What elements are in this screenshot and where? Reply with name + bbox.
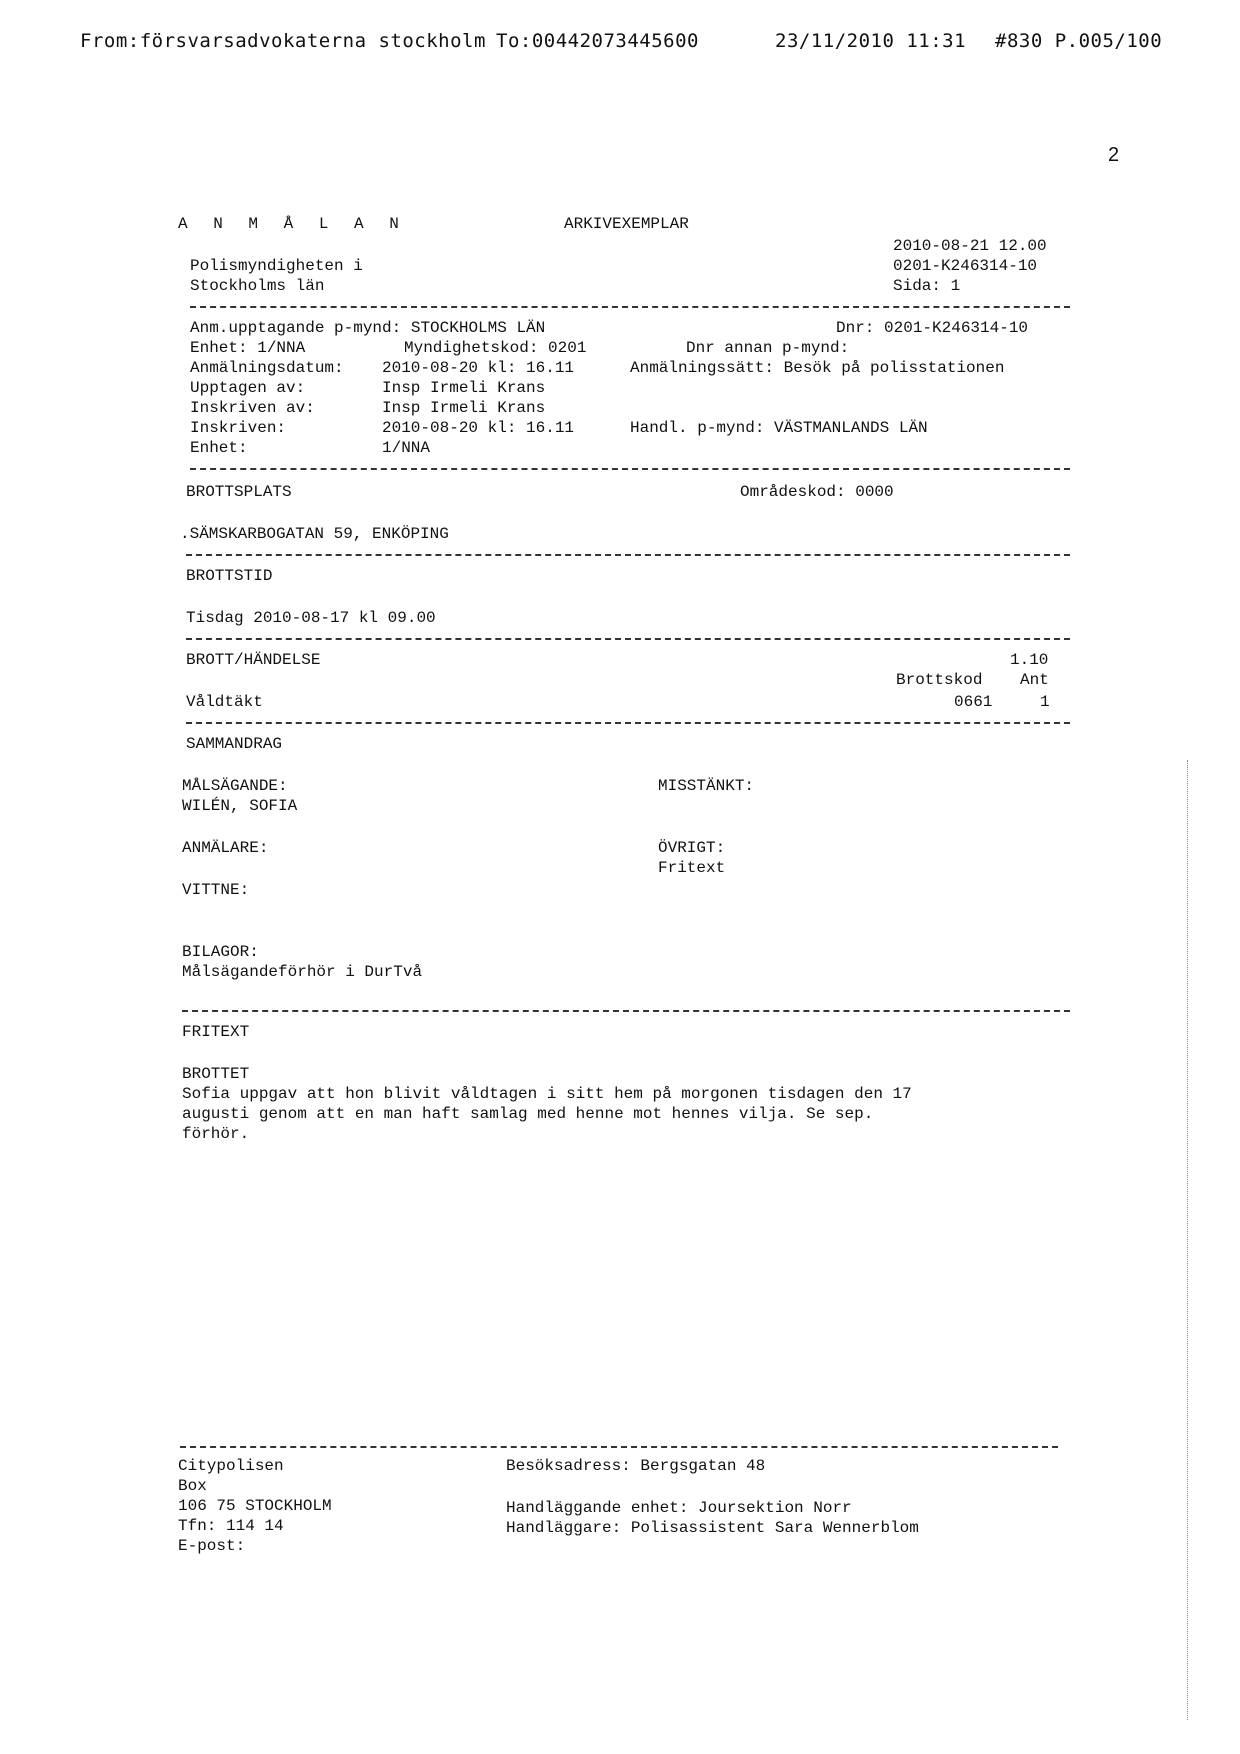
- victim-label: MÅLSÄGANDE:: [182, 777, 288, 795]
- unit-label: Enhet:: [190, 439, 248, 457]
- unit-value: 1/NNA: [382, 439, 431, 457]
- registering-authority: Anm.upptagande p-mynd: STOCKHOLMS LÄN: [190, 319, 546, 337]
- footer-unit: Citypolisen: [178, 1457, 284, 1475]
- registered-by-value: Insp Irmeli Krans: [382, 399, 546, 417]
- registered-by-label: Inskriven av:: [190, 399, 315, 417]
- registered-value: 2010-08-20 kl: 16.11: [382, 419, 575, 437]
- footer-email: E-post:: [178, 1537, 246, 1555]
- divider: [190, 306, 1070, 308]
- offence-name: Våldtäkt: [186, 693, 263, 711]
- handling-authority: Handl. p-mynd: VÄSTMANLANDS LÄN: [630, 419, 928, 437]
- taken-by-value: Insp Irmeli Krans: [382, 379, 546, 397]
- divider: [190, 468, 1070, 470]
- other-label: ÖVRIGT:: [658, 839, 726, 857]
- divider: [186, 722, 1070, 724]
- footer-handling-unit: Handläggande enhet: Joursektion Norr: [506, 1499, 852, 1517]
- offence-count-header: Ant: [1020, 671, 1049, 689]
- offence-code-header: Brottskod: [896, 671, 983, 689]
- archive-label: ARKIVEXEMPLAR: [564, 215, 689, 233]
- fax-from: From:försvarsadvokaterna stockholm: [80, 30, 486, 52]
- footer-postal: 106 75 STOCKHOLM: [178, 1497, 332, 1515]
- divider: [182, 1010, 1070, 1012]
- attachments-value: Målsägandeförhör i DurTvå: [182, 963, 423, 981]
- case-number: 0201-K246314-10: [893, 257, 1038, 275]
- free-text-line: augusti genom att en man haft samlag med henne mot hennes vilja. Se sep.: [182, 1105, 874, 1123]
- free-text-line: förhör.: [182, 1125, 250, 1143]
- free-text-line: Sofia uppgav att hon blivit våldtagen i sitt hem på morgonen tisdagen den 17: [182, 1085, 912, 1103]
- document-title: A N M Å L A N: [178, 215, 407, 233]
- offence-heading: BROTT/HÄNDELSE: [186, 651, 321, 669]
- footer-phone: Tfn: 114 14: [178, 1517, 284, 1535]
- fax-page-ref: #830 P.005/100: [995, 30, 1163, 52]
- witness-label: VITTNE:: [182, 881, 250, 899]
- unit: Enhet: 1/NNA: [190, 339, 306, 357]
- authority-line-1: Polismyndigheten i: [190, 257, 363, 275]
- crime-time-heading: BROTTSTID: [186, 567, 273, 585]
- report-date-label: Anmälningsdatum:: [190, 359, 344, 377]
- divider: [186, 554, 1070, 556]
- footer-handler: Handläggare: Polisassistent Sara Wennerblom: [506, 1519, 919, 1537]
- dnr-number: Dnr: 0201-K246314-10: [836, 319, 1029, 337]
- crime-scene-heading: BROTTSPLATS: [186, 483, 292, 501]
- free-text-heading: FRITEXT: [182, 1023, 250, 1041]
- report-date-value: 2010-08-20 kl: 16.11: [382, 359, 575, 377]
- summary-heading: SAMMANDRAG: [186, 735, 283, 753]
- sheet-number: Sida: 1: [893, 277, 961, 295]
- fax-datetime: 23/11/2010 11:31: [775, 30, 967, 52]
- footer-box: Box: [178, 1477, 207, 1495]
- taken-by-label: Upptagen av:: [190, 379, 306, 397]
- other-value: Fritext: [658, 859, 726, 877]
- registered-label: Inskriven:: [190, 419, 287, 437]
- offence-number: 1.10: [1010, 651, 1049, 669]
- free-text-subheading: BROTTET: [182, 1065, 250, 1083]
- scan-artifact: [1187, 760, 1188, 1720]
- offence-code: 0661: [954, 693, 993, 711]
- victim-name: WILÉN, SOFIA: [182, 797, 298, 815]
- divider: [180, 1446, 1058, 1448]
- divider: [186, 638, 1070, 640]
- authority-line-2: Stockholms län: [190, 277, 325, 295]
- other-dnr: Dnr annan p-mynd:: [686, 339, 850, 357]
- page-number: 2: [1108, 144, 1120, 166]
- crime-scene-address: .SÄMSKARBOGATAN 59, ENKÖPING: [180, 525, 449, 543]
- authority-code: Myndighetskod: 0201: [404, 339, 587, 357]
- suspect-label: MISSTÄNKT:: [658, 777, 755, 795]
- attachments-label: BILAGOR:: [182, 943, 259, 961]
- crime-time-value: Tisdag 2010-08-17 kl 09.00: [186, 609, 436, 627]
- report-method: Anmälningssätt: Besök på polisstationen: [630, 359, 1005, 377]
- fax-to: To:00442073445600: [496, 30, 699, 52]
- reporter-label: ANMÄLARE:: [182, 839, 269, 857]
- offence-count: 1: [1040, 693, 1050, 711]
- report-date: 2010-08-21 12.00: [893, 237, 1047, 255]
- footer-visit-address: Besöksadress: Bergsgatan 48: [506, 1457, 766, 1475]
- area-code: Områdeskod: 0000: [740, 483, 894, 501]
